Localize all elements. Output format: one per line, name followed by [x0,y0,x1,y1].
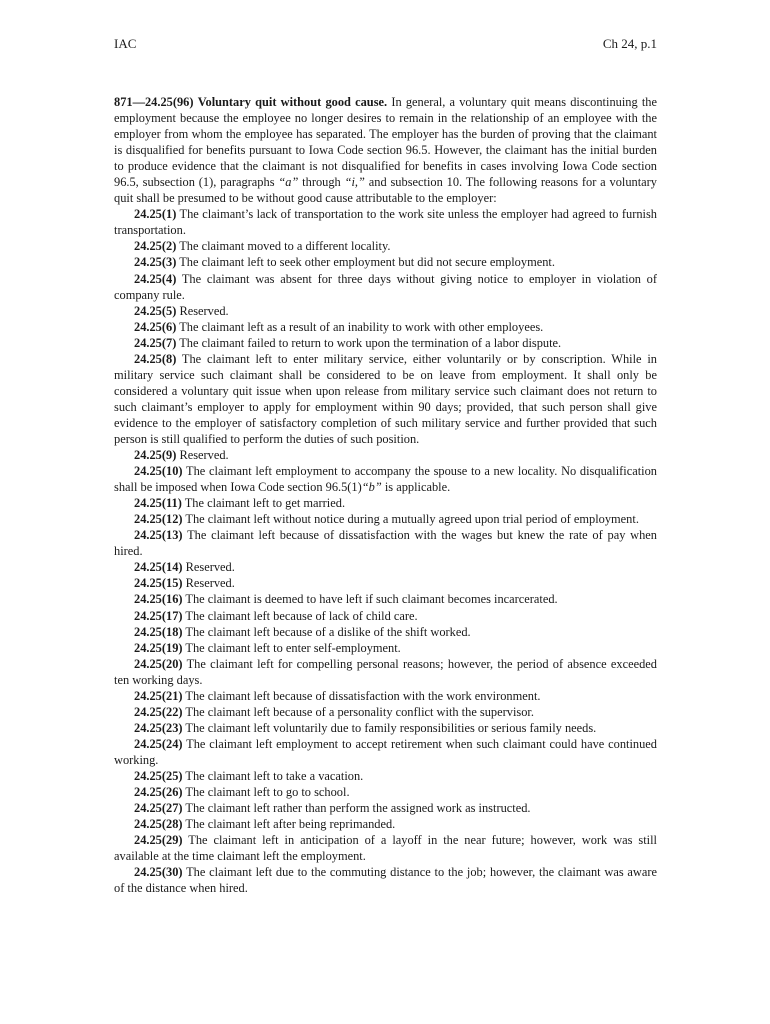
subrule-number: 24.25(10) [134,464,183,479]
subrule-text: The claimant left to take a vacation. [185,768,364,783]
subrule-item [114,511,657,527]
subrule-item [114,495,657,511]
subrule-text: The claimant left in anticipation of a layoff in the near future; however, work was still available at the time claimant left the employment. [114,833,658,864]
subrule-number: 24.25(3) [134,255,177,270]
subrule-text: The claimant left because of dissatisfaction with the wages but knew the rate of pay when hired. [114,528,657,559]
subrule-text: The claimant left employment to accompany the spouse to a new locality. No disqualification shall be imposed when Iowa Code section 96.5(1) [114,464,658,495]
rule-number: 871—24.25(96) [114,95,194,109]
subrule-number: 24.25(25) [134,768,183,783]
subrule-text: The claimant left after being reprimanded. [185,817,396,832]
header-page-number: Ch 24, p.1 [602,36,657,51]
subrule-item [114,720,657,736]
subrule-paragraph-ref: “b” [361,480,382,495]
subrule-text: Reserved. [179,448,229,463]
subrule-text-end: is applicable. [381,480,451,495]
subrule-number: 24.25(15) [134,576,183,591]
subrule-item [114,656,657,688]
subrule-number: 24.25(19) [134,640,183,655]
subrule-text: The claimant left voluntarily due to family responsibilities or serious family needs. [185,720,597,735]
subrule-number: 24.25(11) [134,496,182,511]
subrule-number: 24.25(14) [134,560,183,575]
subrule-number: 24.25(2) [134,239,177,254]
subrule-item [114,206,657,238]
subrule-number: 24.25(26) [134,785,183,800]
subrule-number: 24.25(8) [134,351,177,366]
subrule-number: 24.25(22) [134,704,183,719]
rule-intro-text-3: and subsection 10. The following reasons for a voluntary quit shall be presumed to be without good cause attributable to the employer: [114,175,657,206]
document-body [114,94,657,896]
subrule-number: 24.25(6) [134,319,177,334]
subrule-text: The claimant left as a result of an inability to work with other employees. [179,319,544,334]
subrule-item [114,254,657,270]
subrule-text: The claimant was absent for three days without giving notice to employer in violation of company rule. [114,271,658,302]
subrule-number: 24.25(1) [134,207,177,222]
subrule-text: The claimant left to enter self-employment. [185,640,401,655]
subrule-number: 24.25(28) [134,817,183,832]
subrule-item [114,559,657,575]
subrule-text: The claimant left employment to accept retirement when such claimant could have continued working. [114,736,657,767]
subrule-item [114,271,657,303]
subrule-item [114,704,657,720]
subrule-item [114,640,657,656]
rule-intro [114,94,657,206]
subrule-number: 24.25(23) [134,720,183,735]
page-header [114,36,657,52]
subrule-item [114,447,657,463]
paragraph-i-ref: “i,” [344,175,365,190]
subrule-text: Reserved. [185,576,235,591]
subrule-item [114,736,657,768]
subrule-item [114,527,657,559]
subrule-text: The claimant left because of a dislike of the shift worked. [185,624,471,639]
subrule-text: The claimant left to go to school. [185,785,350,800]
subrule-item [114,784,657,800]
subrule-item [114,832,657,864]
subrule-text: The claimant left to enter military service, either voluntarily or by conscription. While in military service such claimant shall be considered to be on leave from employment. It shall only be considered a voluntary quit issue when upon release from military service such claimant does not return to such claimant’s employer to apply for employment within 90 days; provided, that such person shall give evidence to the employer of satisfactory completion of such military service and further provided that such person is still qualified to perform the duties of such position. [114,351,658,446]
subrule-text: The claimant left to get married. [184,496,346,511]
subrule-number: 24.25(13) [134,528,183,543]
subrule-number: 24.25(24) [134,736,183,751]
subrule-item [114,575,657,591]
subrule-item [114,624,657,640]
subrule-number: 24.25(17) [134,608,183,623]
subrule-item [114,864,657,896]
subrule-number: 24.25(30) [134,865,183,880]
subrule-text: The claimant left due to the commuting distance to the job; however, the claimant was aware of the distance when hired. [114,865,658,896]
subrule-item [114,591,657,607]
paragraph-a-ref: “a” [278,175,299,190]
subrule-text: The claimant left without notice during a mutually agreed upon trial period of employment. [185,512,639,527]
subrule-item [114,335,657,351]
subrule-item [114,238,657,254]
subrule-text: The claimant is deemed to have left if such claimant becomes incarcerated. [185,592,558,607]
subrule-number: 24.25(5) [134,303,177,318]
subrule-item [114,816,657,832]
subrule-text: Reserved. [185,560,235,575]
subrule-text: The claimant moved to a different locality. [179,239,391,254]
subrule-text: The claimant failed to return to work upon the termination of a labor dispute. [179,335,562,350]
subrule-item [114,463,657,495]
rule-intro-text: In general, a voluntary quit means discontinuing the employment because the employee no longer desires to remain in the relationship of an employee with the employer from whom the employee has separated. The employer has the burden of proving that the claimant is disqualified for benefits pursuant to Iowa Code section 96.5. However, the claimant has the initial burden to produce evidence that the claimant is not disqualified for benefits in cases involving Iowa Code section 96.5, subsection (1), paragraphs [114,95,657,190]
subrule-item [114,319,657,335]
subrule-number: 24.25(16) [134,592,183,607]
header-code: IAC [114,36,137,51]
subrule-number: 24.25(4) [134,271,177,286]
subrule-number: 24.25(18) [134,624,183,639]
subrule-text: Reserved. [179,303,229,318]
subrule-number: 24.25(9) [134,448,177,463]
subrule-number: 24.25(21) [134,688,183,703]
subrule-number: 24.25(27) [134,801,183,816]
subrule-item [114,768,657,784]
subrule-text: The claimant’s lack of transportation to the work site unless the employer had agreed to furnish transportation. [114,207,657,238]
subrule-item [114,608,657,624]
subrule-number: 24.25(7) [134,335,177,350]
subrule-text: The claimant left because of dissatisfaction with the work environment. [185,688,541,703]
subrule-text: The claimant left because of a personality conflict with the supervisor. [185,704,534,719]
subrule-text: The claimant left to seek other employment but did not secure employment. [179,255,555,270]
rule-intro-text-2: through [298,175,345,190]
subrule-number: 24.25(29) [134,833,183,848]
subrule-list [114,206,657,896]
subrule-number: 24.25(12) [134,512,183,527]
subrule-item [114,688,657,704]
subrule-item [114,351,657,447]
subrule-text: The claimant left because of lack of child care. [185,608,418,623]
subrule-text: The claimant left rather than perform the assigned work as instructed. [185,801,531,816]
subrule-item [114,303,657,319]
subrule-text: The claimant left for compelling personal reasons; however, the period of absence exceeded ten working days. [114,656,658,687]
subrule-item [114,800,657,816]
rule-title: Voluntary quit without good cause. [197,95,388,109]
subrule-number: 24.25(20) [134,656,183,671]
